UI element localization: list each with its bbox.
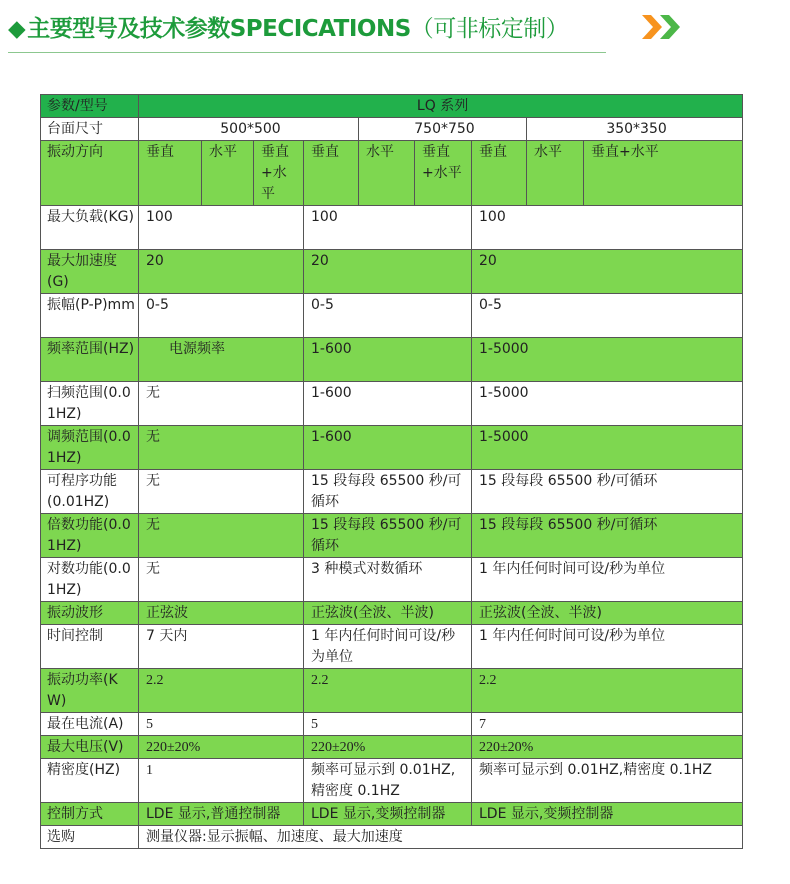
table-row: [41, 95, 743, 118]
value-cell: 无: [139, 514, 304, 558]
direction-cell: 垂直: [472, 141, 527, 206]
options-value: 测量仪器:显示振幅、加速度、最大加速度: [139, 826, 743, 849]
value-cell: 正弦波(全波、半波): [472, 602, 743, 625]
row-label: 精密度(HZ): [41, 759, 139, 803]
value-cell: 15 段每段 65500 秒/可循环: [472, 470, 743, 514]
direction-cell: 垂直: [139, 141, 202, 206]
spec-table: [40, 94, 743, 849]
value-cell: 无: [139, 382, 304, 426]
table-row: [41, 803, 743, 826]
direction-cell: 水平: [202, 141, 254, 206]
value-cell: LDE 显示,普通控制器: [139, 803, 304, 826]
row-label: 扫频范围(0.01HZ): [41, 382, 139, 426]
value-cell: 7 天内: [139, 625, 304, 669]
table-row: [41, 206, 743, 250]
value-cell: LDE 显示,变频控制器: [304, 803, 472, 826]
title-text: 主要型号及技术参数SPECICATIONS: [27, 16, 411, 42]
series-value: LQ 系列: [139, 95, 743, 118]
value-cell: 100: [472, 206, 743, 250]
double-chevron-right-icon: [640, 12, 688, 42]
table-row: [41, 602, 743, 625]
value-cell: 频率可显示到 0.01HZ,精密度 0.1HZ: [304, 759, 472, 803]
value-cell: 2.2: [472, 669, 743, 713]
title-underline: [8, 52, 606, 53]
value-cell: 频率可显示到 0.01HZ,精密度 0.1HZ: [472, 759, 743, 803]
direction-cell: 水平: [527, 141, 584, 206]
direction-cell: 垂直+水平: [415, 141, 472, 206]
direction-label: 振动方向: [41, 141, 139, 206]
value-cell: 正弦波: [139, 602, 304, 625]
size-cell: 750*750: [359, 118, 527, 141]
table-row: [41, 826, 743, 849]
value-cell: 15 段每段 65500 秒/可循环: [472, 514, 743, 558]
size-label: 台面尺寸: [41, 118, 139, 141]
value-cell: 15 段每段 65500 秒/可循环: [304, 514, 472, 558]
value-cell: 1-600: [304, 426, 472, 470]
series-label: 参数/型号: [41, 95, 139, 118]
row-label: 最在电流(A): [41, 713, 139, 736]
value-cell: 1-600: [304, 382, 472, 426]
value-cell: 1-600: [304, 338, 472, 382]
value-cell: LDE 显示,变频控制器: [472, 803, 743, 826]
value-cell: 1 年内任何时间可设/秒为单位: [472, 625, 743, 669]
table-row: [41, 141, 743, 206]
table-row: [41, 514, 743, 558]
table-row: [41, 426, 743, 470]
size-cell: 350*350: [527, 118, 743, 141]
direction-cell: 水平: [359, 141, 415, 206]
direction-cell: 垂直: [304, 141, 359, 206]
value-cell: 电源频率: [139, 338, 304, 382]
value-cell: 1-5000: [472, 426, 743, 470]
row-label: 调频范围(0.01HZ): [41, 426, 139, 470]
section-header: [8, 8, 608, 54]
table-row: [41, 118, 743, 141]
section-title: [8, 10, 568, 43]
row-label: 最大负载(KG): [41, 206, 139, 250]
value-cell: 无: [139, 426, 304, 470]
table-row: [41, 338, 743, 382]
value-cell: 正弦波(全波、半波): [304, 602, 472, 625]
table-row: [41, 470, 743, 514]
value-cell: 220±20%: [472, 736, 743, 759]
value-cell: 220±20%: [304, 736, 472, 759]
size-cell: 500*500: [139, 118, 359, 141]
value-cell: 无: [139, 558, 304, 602]
title-subtitle: （可非标定制）: [410, 16, 569, 42]
value-cell: 无: [139, 470, 304, 514]
row-label: 频率范围(HZ): [41, 338, 139, 382]
table-row: [41, 250, 743, 294]
options-label: 选购: [41, 826, 139, 849]
value-cell: 3 种模式对数循环: [304, 558, 472, 602]
value-cell: 0-5: [472, 294, 743, 338]
row-label: 振动波形: [41, 602, 139, 625]
row-label: 振动功率(KW): [41, 669, 139, 713]
value-cell: 20: [304, 250, 472, 294]
table-row: [41, 294, 743, 338]
direction-cell: 垂直+水平: [254, 141, 304, 206]
value-cell: 1 年内任何时间可设/秒为单位: [472, 558, 743, 602]
row-label: 最大电压(V): [41, 736, 139, 759]
direction-cell: 垂直+水平: [584, 141, 743, 206]
value-cell: 15 段每段 65500 秒/可循环: [304, 470, 472, 514]
value-cell: 2.2: [139, 669, 304, 713]
value-cell: 1-5000: [472, 382, 743, 426]
value-cell: 20: [472, 250, 743, 294]
table-row: [41, 625, 743, 669]
value-cell: 20: [139, 250, 304, 294]
table-row: [41, 736, 743, 759]
row-label: 时间控制: [41, 625, 139, 669]
row-label: 对数功能(0.01HZ): [41, 558, 139, 602]
table-row: [41, 669, 743, 713]
table-row: [41, 713, 743, 736]
value-cell: 100: [304, 206, 472, 250]
row-label: 可程序功能(0.01HZ): [41, 470, 139, 514]
row-label: 振幅(P-P)mm: [41, 294, 139, 338]
value-cell: 0-5: [304, 294, 472, 338]
row-label: 倍数功能(0.01HZ): [41, 514, 139, 558]
value-cell: 1 年内任何时间可设/秒为单位: [304, 625, 472, 669]
value-cell: 2.2: [304, 669, 472, 713]
diamond-icon: ◆: [8, 16, 26, 42]
value-cell: 5: [304, 713, 472, 736]
value-cell: 1: [139, 759, 304, 803]
value-cell: 7: [472, 713, 743, 736]
value-cell: 100: [139, 206, 304, 250]
value-cell: 220±20%: [139, 736, 304, 759]
row-label: 控制方式: [41, 803, 139, 826]
table-row: [41, 558, 743, 602]
table-row: [41, 382, 743, 426]
value-cell: 0-5: [139, 294, 304, 338]
table-row: [41, 759, 743, 803]
row-label: 最大加速度(G): [41, 250, 139, 294]
value-cell: 1-5000: [472, 338, 743, 382]
value-cell: 5: [139, 713, 304, 736]
